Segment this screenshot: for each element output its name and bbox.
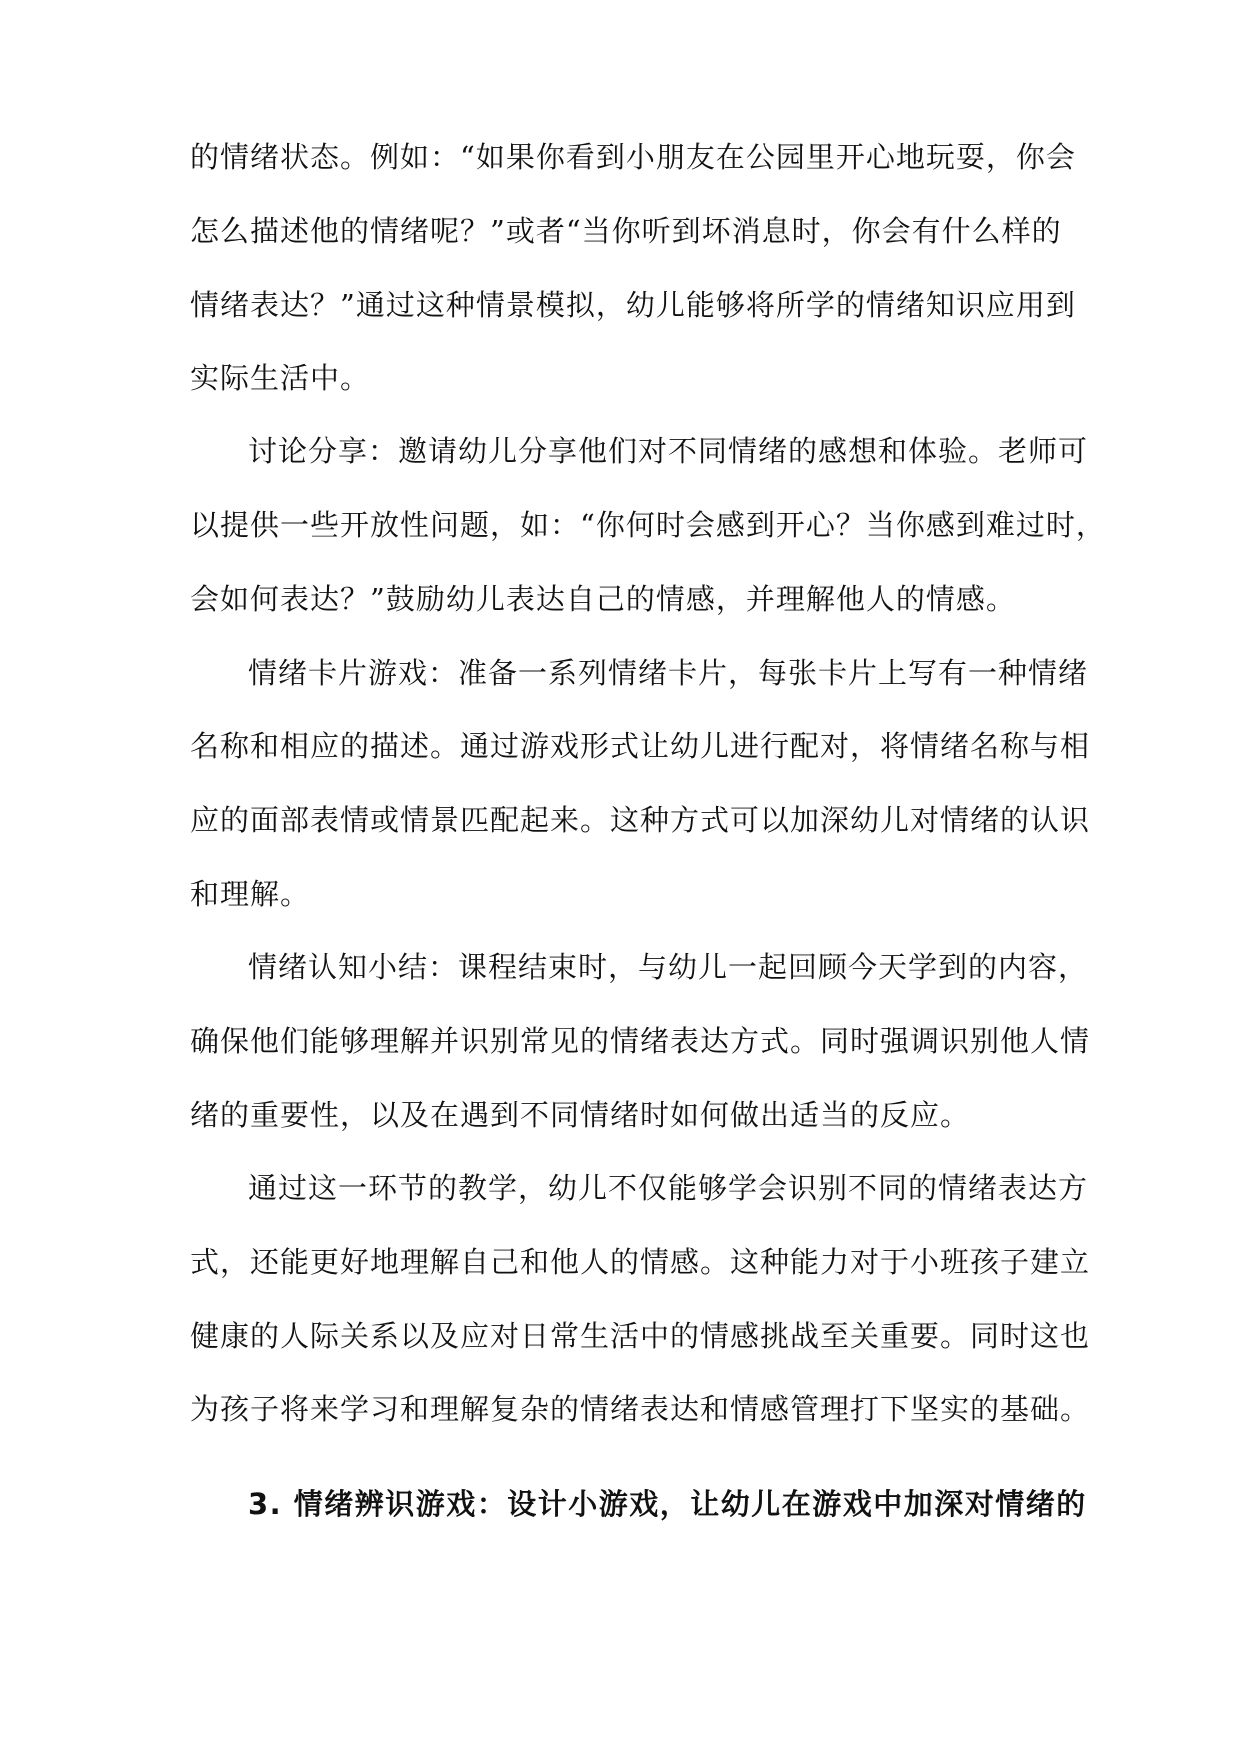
paragraph-line: 式，还能更好地理解自己和他人的情感。这种能力对于小班孩子建立 [190,1245,1091,1279]
paragraph-line: 情绪表达？”通过这种情景模拟，幼儿能够将所学的情绪知识应用到 [190,288,1076,322]
paragraph-line: 健康的人际关系以及应对日常生活中的情感挑战至关重要。同时这也 [190,1319,1091,1353]
paragraph-line: 名称和相应的描述。通过游戏形式让幼儿进行配对，将情绪名称与相 [190,729,1091,763]
section-heading: 3. 情绪辨识游戏：设计小游戏，让幼儿在游戏中加深对情绪的 [248,1487,1087,1521]
paragraph-line: 以提供一些开放性问题，如：“你何时会感到开心？当你感到难过时， [190,508,1106,542]
paragraph-line: 和理解。 [190,877,311,911]
paragraph-line: 应的面部表情或情景匹配起来。这种方式可以加深幼儿对情绪的认识 [190,803,1091,837]
paragraph-line: 讨论分享：邀请幼儿分享他们对不同情绪的感想和体验。老师可 [248,434,1089,468]
paragraph-line: 确保他们能够理解并识别常见的情绪表达方式。同时强调识别他人情 [190,1024,1091,1058]
paragraph-line: 实际生活中。 [190,361,371,395]
paragraph-line: 情绪认知小结：课程结束时，与幼儿一起回顾今天学到的内容， [248,950,1089,984]
paragraph-line: 绪的重要性，以及在遇到不同情绪时如何做出适当的反应。 [190,1098,971,1132]
paragraph-line: 怎么描述他的情绪呢？”或者“当你听到坏消息时，你会有什么样的 [190,214,1062,248]
paragraph-line: 的情绪状态。例如：“如果你看到小朋友在公园里开心地玩耍，你会 [190,140,1076,174]
paragraph-line: 情绪卡片游戏：准备一系列情绪卡片，每张卡片上写有一种情绪 [248,656,1089,690]
paragraph-line: 通过这一环节的教学，幼儿不仅能够学会识别不同的情绪表达方 [248,1171,1089,1205]
paragraph-line: 为孩子将来学习和理解复杂的情绪表达和情感管理打下坚实的基础。 [190,1392,1091,1426]
paragraph-line: 会如何表达？”鼓励幼儿表达自己的情感，并理解他人的情感。 [190,582,1016,616]
